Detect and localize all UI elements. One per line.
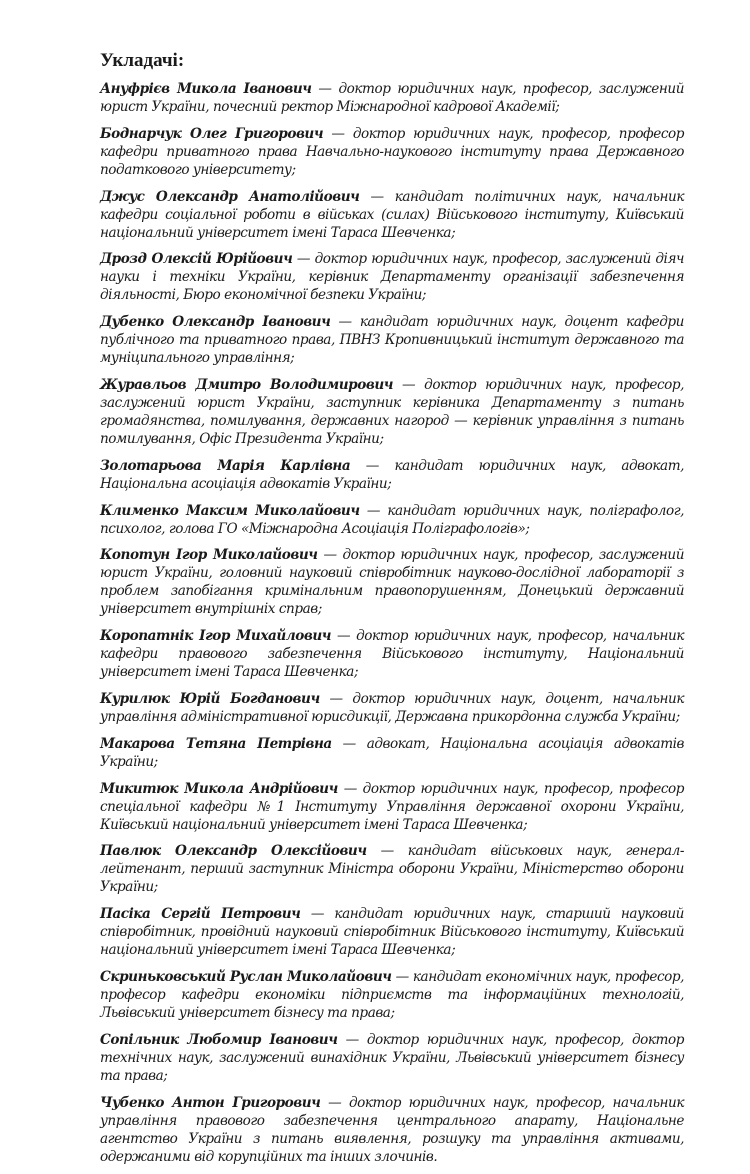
compiler-name: Клименко Максим Миколайович <box>100 502 360 519</box>
compiler-entry <box>100 1031 684 1085</box>
compiler-name: Скриньковський Руслан Миколайович <box>100 968 392 985</box>
compiler-description: — доктор юридичних наук, професор, начальник управління правового забезпечення центрального апарату, Національне агентство України з питань виявлення, розшуку та управління активами, одержаними від корупційних та інших злочинів. <box>100 1094 685 1165</box>
compiler-description: — кандидат юридичних наук, поліграфолог, психолог, голова ГО «Міжнародна Асоціація Поліграфологів»; <box>100 502 685 537</box>
compiler-description: — кандидат політичних наук, начальник кафедри соціальної роботи в військах (силах) Військового інституту, Київський національний університет імені Тараса Шевченка; <box>100 188 685 241</box>
compiler-description: — доктор юридичних наук, професор, заслужений юрист України, заступник керівника Департаменту з питань громадянства, помилування, державних нагород — керівник управління з питань помилування, Офіс Президента України; <box>100 376 684 447</box>
compiler-name: Сопільник Любомир Іванович <box>100 1031 338 1048</box>
compiler-name: Ануфрієв Микола Іванович <box>100 81 312 97</box>
compiler-name: Чубенко Антон Григорович <box>100 1094 321 1111</box>
compiler-entry <box>100 502 684 538</box>
compiler-entry <box>100 690 684 726</box>
compiler-entry <box>100 125 684 179</box>
compiler-description: — кандидат економічних наук, професор, професор кафедри економіки підприємств та інформаційних технологій, Львівський університет бізнесу та права; <box>100 968 684 1021</box>
compiler-description: — кандидат юридичних наук, старший науковий співробітник, провідний науковий співробітник Військового інституту, Київський національний університет імені Тараса Шевченка; <box>100 906 684 959</box>
compiler-description: — доктор юридичних наук, доцент, начальник управління адміністративної юрисдикції, Державна прикордонна служба України; <box>100 690 684 725</box>
compiler-description: — доктор юридичних наук, професор, професор кафедри приватного права Навчально-наукового інституту права Державного податкового університету; <box>100 125 684 178</box>
compiler-description: — доктор юридичних наук, професор, заслужений юрист України, почесний ректор Міжнародної кадрової Академії; <box>100 81 684 115</box>
compiler-description: — доктор юридичних наук, професор, професор спеціальної кафедри №1 Інституту Управління державної охорони України, Київський національний університет імені Тараса Шевченка; <box>100 780 684 833</box>
compiler-entry <box>100 188 684 242</box>
compiler-name: Копотун Ігор Миколайович <box>100 547 318 564</box>
compiler-name: Микитюк Микола Андрійович <box>100 780 338 797</box>
compiler-name: Дрозд Олексій Юрійович <box>100 251 293 268</box>
compiler-name: Журавльов Дмитро Володимирович <box>100 376 394 393</box>
compiler-entry <box>100 313 684 367</box>
compiler-name: Павлюк Олександр Олексійович <box>100 843 367 860</box>
compiler-entry <box>100 905 684 959</box>
compiler-entry <box>100 780 684 834</box>
compiler-entry <box>100 80 684 116</box>
compilers-list <box>100 80 684 1174</box>
compiler-description: — кандидат юридичних наук, адвокат, Національна асоціація адвокатів України; <box>100 457 685 492</box>
compiler-description: — кандидат військових наук, генерал-лейтенант, перший заступник Міністра оборони України, Міністерство оборони України; <box>100 843 684 896</box>
compiler-description: — доктор юридичних наук, професор, заслужений діяч науки і техніки України, керівник Департаменту організації забезпечення діяльності, Бюро економічної безпеки України; <box>100 251 685 304</box>
compiler-name: Джус Олександр Анатолійович <box>100 188 360 205</box>
compiler-name: Боднарчук Олег Григорович <box>100 125 324 142</box>
compiler-entry <box>100 376 684 448</box>
compiler-name: Макарова Тетяна Петрівна <box>100 735 332 752</box>
compiler-entry <box>100 1094 684 1166</box>
page-heading: Укладачі: <box>100 50 185 71</box>
compiler-description: — кандидат юридичних наук, доцент кафедри публічного та приватного права, ПВНЗ Кропивницький інститут державного та муніципального управління; <box>100 314 684 367</box>
compiler-name: Коропатнік Ігор Михайлович <box>100 628 332 645</box>
compiler-name: Пасіка Сергій Петрович <box>100 906 301 923</box>
compiler-name: Курилюк Юрій Богданович <box>100 690 320 707</box>
compiler-entry <box>100 842 684 896</box>
compiler-entry <box>100 457 684 493</box>
compiler-description: — доктор юридичних наук, професор, заслужений юрист України, головний науковий співробітник науково-дослідної лабораторії з проблем запобігання кримінальним правопорушенням, Донецький державний університет внутрішніх справ; <box>100 547 685 618</box>
compiler-entry <box>100 735 684 771</box>
compiler-name: Дубенко Олександр Іванович <box>100 314 331 331</box>
compiler-description: — доктор юридичних наук, професор, начальник кафедри правового забезпечення Військового інституту, Національний університет імені Тараса Шевченка; <box>100 628 685 681</box>
compiler-entry <box>100 968 684 1022</box>
compiler-entry <box>100 627 684 681</box>
compiler-entry <box>100 250 684 304</box>
compiler-entry <box>100 546 684 618</box>
compiler-description: — доктор юридичних наук, професор, доктор технічних наук, заслужений винахідник України, Львівський університет бізнесу та права; <box>100 1031 684 1084</box>
compiler-description: — адвокат, Національна асоціація адвокатів України; <box>100 735 684 770</box>
compiler-name: Золотарьова Марія Карлівна <box>100 457 351 474</box>
